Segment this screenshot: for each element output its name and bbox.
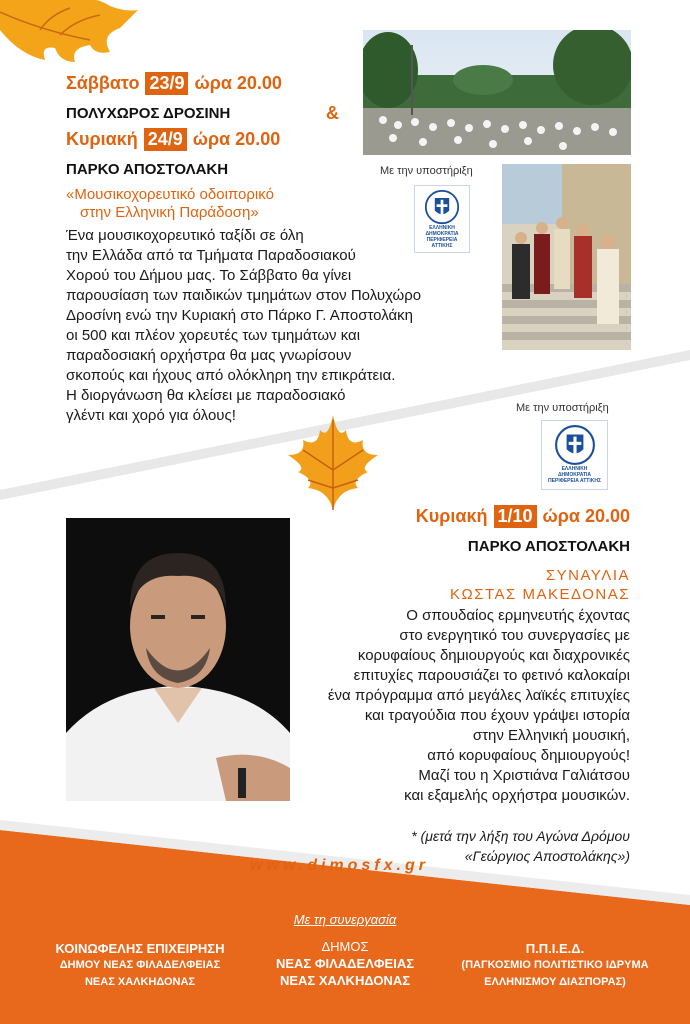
sponsor-line: ΕΛΛΗΝΙΣΜΟΥ ΔΙΑΣΠΟΡΑΣ) bbox=[484, 976, 626, 988]
sponsor-line: ΝΕΑΣ ΧΑΛΚΗΔΟΝΑΣ bbox=[84, 976, 196, 988]
note-line: «Γεώργιος Αποστολάκης») bbox=[464, 848, 630, 864]
event2-body-line: στην Ελληνική μουσική, bbox=[472, 727, 630, 744]
event1-body-line: Δροσίνη ενώ την Κυριακή στο Πάρκο Γ. Αποστολάκη bbox=[66, 307, 414, 324]
logo-text: ΕΛΛΗΝΙΚΗ ΔΗΜΟΚΡΑΤΙΑ bbox=[425, 225, 459, 237]
logo-text: ΠΕΡΙΦΕΡΕΙΑ ΑΤΤΙΚΗΣ bbox=[548, 478, 601, 484]
sponsor-line: ΔΗΜΟΣ bbox=[321, 939, 369, 954]
event1-body-line: Χορού του Δήμου μας. Το Σάββατο θα γίνει bbox=[66, 267, 352, 284]
sponsor-line: ΔΗΜΟΥ ΝΕΑΣ ΦΙΛΑΔΕΛΦΕΙΑΣ bbox=[59, 959, 221, 971]
event1-title-line: στην Ελληνική Παράδοση» bbox=[80, 204, 259, 221]
event1-venue-2: ΠΑΡΚΟ ΑΠΟΣΤΟΛΑΚΗ bbox=[66, 161, 229, 178]
event1-body-line: παραδοσιακή ορχήστρα θα μας γνωρίσουν bbox=[66, 347, 352, 364]
event1-body-line: παρουσίαση των παιδικών τμημάτων στον Πολυχώρο bbox=[66, 287, 422, 304]
event1-body-line: οι 500 και πλέον χορευτές των τμημάτων και bbox=[66, 327, 361, 344]
event2-title-line: ΣΥΝΑΥΛΙΑ bbox=[545, 567, 630, 584]
event2-body-line: και εξαμελής ορχήστρα μουσικών. bbox=[404, 787, 630, 804]
event1-title-line: «Μουσικοχορευτικό οδοιπορικό bbox=[66, 186, 274, 203]
event1-date-1: 23/9 bbox=[145, 72, 188, 95]
sponsor-line: ΝΕΑΣ ΦΙΛΑΔΕΛΦΕΙΑΣ bbox=[275, 956, 415, 971]
event2-body-line: από κορυφαίους δημιουργούς! bbox=[427, 747, 630, 764]
event1-day-2: Κυριακή bbox=[66, 129, 138, 149]
event1-time-2: ώρα 20.00 bbox=[192, 129, 281, 149]
website-link[interactable]: www.dimosfx.gr bbox=[250, 857, 429, 874]
note-line: * (μετά την λήξη του Αγώνα Δρόμου bbox=[411, 828, 630, 844]
event2-time: ώρα 20.00 bbox=[542, 506, 630, 526]
event2-body-line: στο ενεργητικό του συνεργασίες με bbox=[399, 627, 630, 644]
logo-text: ΠΕΡΙΦΕΡΕΙΑ ΑΤΤΙΚΗΣ bbox=[426, 237, 458, 249]
event1-body-line: Ένα μουσικοχορευτικό ταξίδι σε όλη bbox=[66, 227, 304, 244]
event2-title-line: ΚΩΣΤΑΣ ΜΑΚΕΔΟΝΑΣ bbox=[450, 586, 630, 603]
sponsor-line: ΝΕΑΣ ΧΑΛΚΗΔΟΝΑΣ bbox=[279, 973, 411, 988]
event2-body-line: Μαζί του η Χριστιάνα Γαλιάτσου bbox=[418, 767, 630, 784]
event1-body-line: Η διοργάνωση θα κλείσει με παραδοσιακό bbox=[66, 387, 346, 404]
event2-body-line: κορυφαίους δημιουργούς και διαχρονικές bbox=[357, 647, 630, 664]
sponsor-ppied bbox=[450, 940, 660, 991]
logo-text: ΕΛΛΗΝΙΚΗ ΔΗΜΟΚΡΑΤΙΑ bbox=[557, 466, 592, 478]
support-label: Με την υποστήριξη bbox=[380, 165, 473, 177]
event1-date-2: 24/9 bbox=[144, 128, 187, 151]
event1-body-line: την Ελλάδα από τα Τμήματα Παραδοσιακού bbox=[66, 247, 356, 264]
event1-venue-1: ΠΟΛΥΧΩΡΟΣ ΔΡΟΣΙΝΗ bbox=[66, 105, 231, 122]
event2-date: 1/10 bbox=[494, 505, 537, 528]
event2-body-line: ένα πρόγραμμα από μεγάλες λαϊκές επιτυχίες bbox=[327, 687, 630, 704]
event1-day-1: Σάββατο bbox=[66, 73, 140, 93]
event2-venue: ΠΑΡΚΟ ΑΠΟΣΤΟΛΑΚΗ bbox=[467, 538, 630, 555]
sponsor-koinofelis bbox=[40, 940, 240, 991]
collaboration-label: Με τη συνεργασία bbox=[293, 912, 397, 927]
event2-body-line: επιτυχίες παρουσιάζει το φετινό καλοκαίρι bbox=[353, 667, 630, 684]
sponsor-line: (ΠΑΓΚΟΣΜΙΟ ΠΟΛΙΤΙΣΤΙΚΟ ΙΔΡΥΜΑ bbox=[461, 959, 649, 971]
sponsor-line: ΚΟΙΝΩΦΕΛΗΣ ΕΠΙΧΕΙΡΗΣΗ bbox=[55, 941, 225, 956]
event2-body-line: Ο σπουδαίος ερμηνευτής έχοντας bbox=[406, 607, 630, 624]
ampersand: & bbox=[326, 103, 339, 123]
event2-day: Κυριακή bbox=[415, 506, 488, 526]
sponsor-dimos bbox=[245, 938, 445, 989]
event1-time-1: ώρα 20.00 bbox=[194, 73, 282, 93]
event2-body-line: και τραγούδια που έχουν γράψει ιστορία bbox=[364, 707, 630, 724]
event1-body-line: γλέντι και χορό για όλους! bbox=[66, 407, 236, 424]
event1-body-line: σκοπούς και ήχους από ολόκληρη την επικράτεια. bbox=[66, 367, 396, 384]
support-label: Με την υποστήριξη bbox=[516, 402, 609, 414]
sponsor-line: Π.Π.Ι.Ε.Δ. bbox=[525, 941, 585, 956]
